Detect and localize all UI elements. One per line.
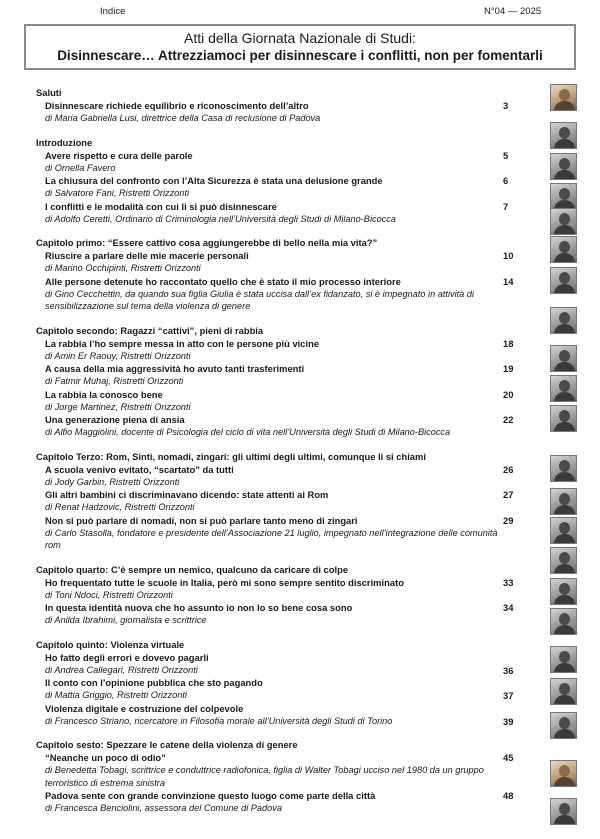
section-title: Capitolo quinto: Violenza virtuale [36, 638, 185, 650]
photo-shoulders-shape [554, 362, 575, 372]
photo-shoulders-shape [554, 663, 575, 673]
author-photo [550, 375, 577, 402]
photo-head-shape [559, 803, 570, 815]
photo-shoulders-shape [554, 472, 575, 482]
photo-shoulders-shape [554, 284, 575, 294]
section-title: Capitolo sesto: Spezzare le catene della violenza di genere [36, 739, 298, 750]
photo-head-shape [559, 410, 570, 422]
toc-entry[interactable] [36, 751, 546, 789]
article-title: La rabbia l’ho sempre messa in atto con le persone più vicine [45, 337, 320, 349]
photo-shoulders-shape [554, 139, 575, 149]
author-photo [550, 678, 577, 705]
article-title: Non si può parlare di nomadi, non si può parlare tanto meno di zingari [45, 514, 358, 526]
article-title: Una generazione piena di ansia [45, 414, 185, 425]
author-photo [550, 646, 577, 673]
photo-head-shape [559, 683, 570, 695]
article-author: di Alfio Maggiolini, docente di Psicologia del ciclo di vita nell’Università degli Studi di Milano-Bicocca [45, 427, 451, 437]
photo-head-shape [559, 765, 570, 777]
toc-entry[interactable] [36, 676, 546, 702]
running-header [0, 6, 600, 20]
toc-entry[interactable] [36, 362, 546, 388]
article-author: di Jorge Martinez, Ristretti Orizzonti [45, 401, 191, 412]
article-title: “Neanche un poco di odio” [45, 752, 166, 763]
page-number: 7 [503, 200, 509, 212]
author-photo [550, 84, 577, 111]
author-photo [550, 208, 577, 235]
toc-entry[interactable] [36, 174, 546, 200]
page-number: 26 [503, 463, 514, 475]
article-author: di Anilda Ibrahimi, giornalista e scrittrice [45, 615, 207, 625]
toc-entry[interactable] [36, 337, 546, 363]
article-author: di Mattia Griggio, Ristretti Orizzonti [45, 690, 187, 700]
toc-section [36, 236, 546, 313]
toc-entry[interactable] [36, 702, 546, 728]
photo-head-shape [559, 312, 570, 324]
article-author: di Fatmir Muhaj, Ristretti Orizzonti [45, 376, 184, 386]
photo-shoulders-shape [554, 595, 575, 605]
article-author: di Carlo Stasolla, fondatore e presidente dell’Associazione 21 luglio, impegnato nell’integrazione delle comunità rom [45, 527, 498, 550]
article-title: A causa della mia aggressività ho avuto tanti trasferimenti [45, 363, 305, 374]
author-photo [550, 547, 577, 574]
author-photo-column [550, 0, 578, 839]
author-photo [550, 760, 577, 787]
photo-shoulders-shape [554, 324, 575, 334]
photo-shoulders-shape [554, 505, 575, 515]
photo-head-shape [559, 350, 570, 362]
page-number: 33 [503, 576, 514, 588]
title-line-1: Atti della Giornata Nazionale di Studi: [184, 30, 416, 46]
header-section-label: Indice [100, 6, 126, 17]
page-number: 20 [503, 388, 514, 400]
photo-head-shape [559, 522, 570, 534]
article-author: di Francesca Benciolini, assessora del Comune di Padova [45, 803, 282, 813]
photo-head-shape [559, 717, 570, 729]
page-number: 22 [503, 414, 514, 425]
author-photo [550, 517, 577, 544]
toc-entry[interactable] [36, 651, 546, 677]
photo-shoulders-shape [554, 422, 575, 432]
table-of-contents [36, 86, 546, 826]
article-title: Il conto con l’opinione pubblica che sto pagando [45, 677, 263, 688]
toc-entry[interactable] [36, 576, 546, 602]
page-number: 29 [503, 514, 514, 526]
article-title: I conflitti e le modalità con cui li si può disinnescare [45, 200, 277, 212]
author-photo [550, 236, 577, 263]
article-author: di Ornella Favero [45, 162, 116, 173]
toc-entry[interactable] [36, 249, 546, 275]
toc-section [36, 563, 546, 627]
section-title: Capitolo secondo: Ragazzi “cattivi”, pieni di rabbia [36, 324, 264, 336]
article-author: di Adolfo Ceretti, Ordinario di Criminologia nell’Università degli Studi di Milano-Bicocca [45, 213, 396, 224]
page-number: 18 [503, 337, 514, 349]
article-author: di Toni Ndoci, Ristretti Orizzonti [45, 589, 173, 600]
article-title: In questa identità nuova che ho assunto io non lo so bene cosa sono [45, 602, 353, 613]
toc-entry[interactable] [36, 388, 546, 414]
photo-shoulders-shape [554, 777, 575, 787]
article-author: di Maria Gabriella Lusi, direttrice della Casa di reclusione di Padova [45, 113, 321, 123]
section-title: Capitolo quarto: C’è sempre un nemico, qualcuno da caricare di colpe [36, 563, 349, 575]
photo-head-shape [559, 188, 570, 200]
section-title: Capitolo primo: “Essere cattivo cosa aggiungerebbe di bello nella mia vita?” [36, 237, 378, 248]
photo-shoulders-shape [554, 253, 575, 263]
photo-head-shape [559, 241, 570, 253]
page-number: 5 [503, 149, 509, 161]
author-photo [550, 153, 577, 180]
article-title: Gli altri bambini ci discriminavano dicendo: state attenti ai Rom [45, 489, 329, 500]
author-photo [550, 183, 577, 210]
photo-head-shape [559, 127, 570, 139]
page-number: 36 [503, 664, 514, 676]
photo-head-shape [559, 583, 570, 595]
photo-head-shape [559, 460, 570, 472]
photo-shoulders-shape [554, 815, 575, 825]
author-photo [550, 578, 577, 605]
author-photo [550, 455, 577, 482]
toc-entry[interactable] [36, 99, 546, 125]
toc-entry[interactable] [36, 488, 546, 514]
toc-section [36, 136, 546, 226]
toc-section [36, 638, 546, 728]
toc-entry[interactable] [36, 413, 546, 439]
article-title: Ho fatto degli errori e dovevo pagarli [45, 651, 209, 663]
section-title: Saluti [36, 87, 62, 98]
toc-entry[interactable] [36, 149, 546, 175]
section-title: Introduzione [36, 136, 93, 148]
article-title: Padova sente con grande convinzione questo luogo come parte della città [45, 790, 376, 801]
author-photo [550, 608, 577, 635]
page-number: 10 [503, 250, 514, 261]
toc-entry[interactable] [36, 514, 546, 552]
photo-shoulders-shape [554, 695, 575, 705]
author-photo [550, 307, 577, 334]
toc-entry[interactable] [36, 789, 546, 815]
author-photo [550, 798, 577, 825]
article-author: di Andrea Callegari, Ristretti Orizzonti [45, 664, 198, 675]
photo-head-shape [559, 493, 570, 505]
photo-shoulders-shape [554, 534, 575, 544]
page-number: 27 [503, 489, 514, 500]
author-photo [550, 122, 577, 149]
article-author: di Francesco Striano, ricercatore in Filosofia morale all’Università degli Studi di Torino [45, 715, 393, 726]
article-title: La rabbia la conosco bene [45, 388, 163, 400]
article-title: Disinnescare richiede equilibrio e riconoscimento dell’altro [45, 100, 309, 111]
title-box [24, 24, 576, 70]
author-photo [550, 345, 577, 372]
page-number: 6 [503, 175, 509, 186]
photo-head-shape [559, 552, 570, 564]
article-title: Avere rispetto e cura delle parole [45, 149, 193, 161]
article-author: di Amin Er Raouy, Ristretti Orizzonti [45, 350, 191, 361]
photo-shoulders-shape [554, 392, 575, 402]
page-number: 34 [503, 602, 514, 613]
photo-head-shape [559, 613, 570, 625]
toc-section [36, 324, 546, 439]
photo-shoulders-shape [554, 225, 575, 235]
photo-shoulders-shape [554, 625, 575, 635]
article-author: di Marino Occhipinti, Ristretti Orizzonti [45, 263, 201, 273]
page-number: 14 [503, 275, 514, 287]
photo-shoulders-shape [554, 170, 575, 180]
page-number: 37 [503, 690, 514, 701]
toc-entry[interactable] [36, 200, 546, 226]
article-title: A scuola venivo evitato, “scartato” da tutti [45, 463, 234, 475]
toc-section [36, 450, 546, 552]
article-title: Violenza digitale e costruzione del colpevole [45, 702, 244, 714]
issue-number: N°04 — 2025 [484, 6, 542, 17]
toc-entry[interactable] [36, 601, 546, 627]
toc-section [36, 86, 546, 125]
photo-shoulders-shape [554, 729, 575, 739]
page-number: 45 [503, 752, 514, 763]
photo-head-shape [559, 651, 570, 663]
toc-section [36, 738, 546, 815]
photo-shoulders-shape [554, 101, 575, 111]
page-number: 3 [503, 100, 509, 111]
article-author: di Benedetta Tobagi, scrittrice e conduttrice radiofonica, figlia di Walter Tobagi ucciso nel 1980 da un gruppo terroristico di estrema sinistra [45, 765, 484, 788]
page-number: 39 [503, 715, 514, 727]
author-photo [550, 267, 577, 294]
section-title: Capitolo Terzo: Rom, Sinti, nomadi, zingari: gli ultimi degli ultimi, comunque li si chiami [36, 450, 426, 462]
article-author: di Jody Garbin, Ristretti Orizzonti [45, 476, 180, 487]
article-title: Ho frequentato tutte le scuole in Italia, però mi sono sempre sentito discriminato [45, 576, 404, 588]
author-photo [550, 712, 577, 739]
photo-head-shape [559, 89, 570, 101]
article-author: di Gino Cecchettin, da quando sua figlia Giulia è stata uccisa dall’ex fidanzato, si è impegnato in attività di sensibilizzazione sul tema della violenza di genere [45, 288, 474, 311]
article-title: Alle persone detenute ho raccontato quello che è stato il mio processo interiore [45, 275, 401, 287]
page-number: 48 [503, 790, 514, 801]
photo-shoulders-shape [554, 564, 575, 574]
author-photo [550, 488, 577, 515]
toc-entry[interactable] [36, 463, 546, 489]
article-author: di Renat Hadzovic, Ristretti Orizzonti [45, 502, 195, 512]
page-number: 19 [503, 363, 514, 374]
author-photo [550, 405, 577, 432]
article-author: di Salvatore Fani, Ristretti Orizzonti [45, 188, 189, 198]
article-title: La chiusura del confronto con l’Alta Sicurezza è stata una delusione grande [45, 175, 383, 186]
article-title: Riuscire a parlare delle mie macerie personali [45, 250, 249, 261]
title-line-2: Disinnescare… Attrezziamoci per disinnescare i conflitti, non per fomentarli [57, 48, 543, 63]
photo-head-shape [559, 213, 570, 225]
photo-head-shape [559, 380, 570, 392]
toc-entry[interactable] [36, 275, 546, 313]
photo-head-shape [559, 272, 570, 284]
photo-head-shape [559, 158, 570, 170]
